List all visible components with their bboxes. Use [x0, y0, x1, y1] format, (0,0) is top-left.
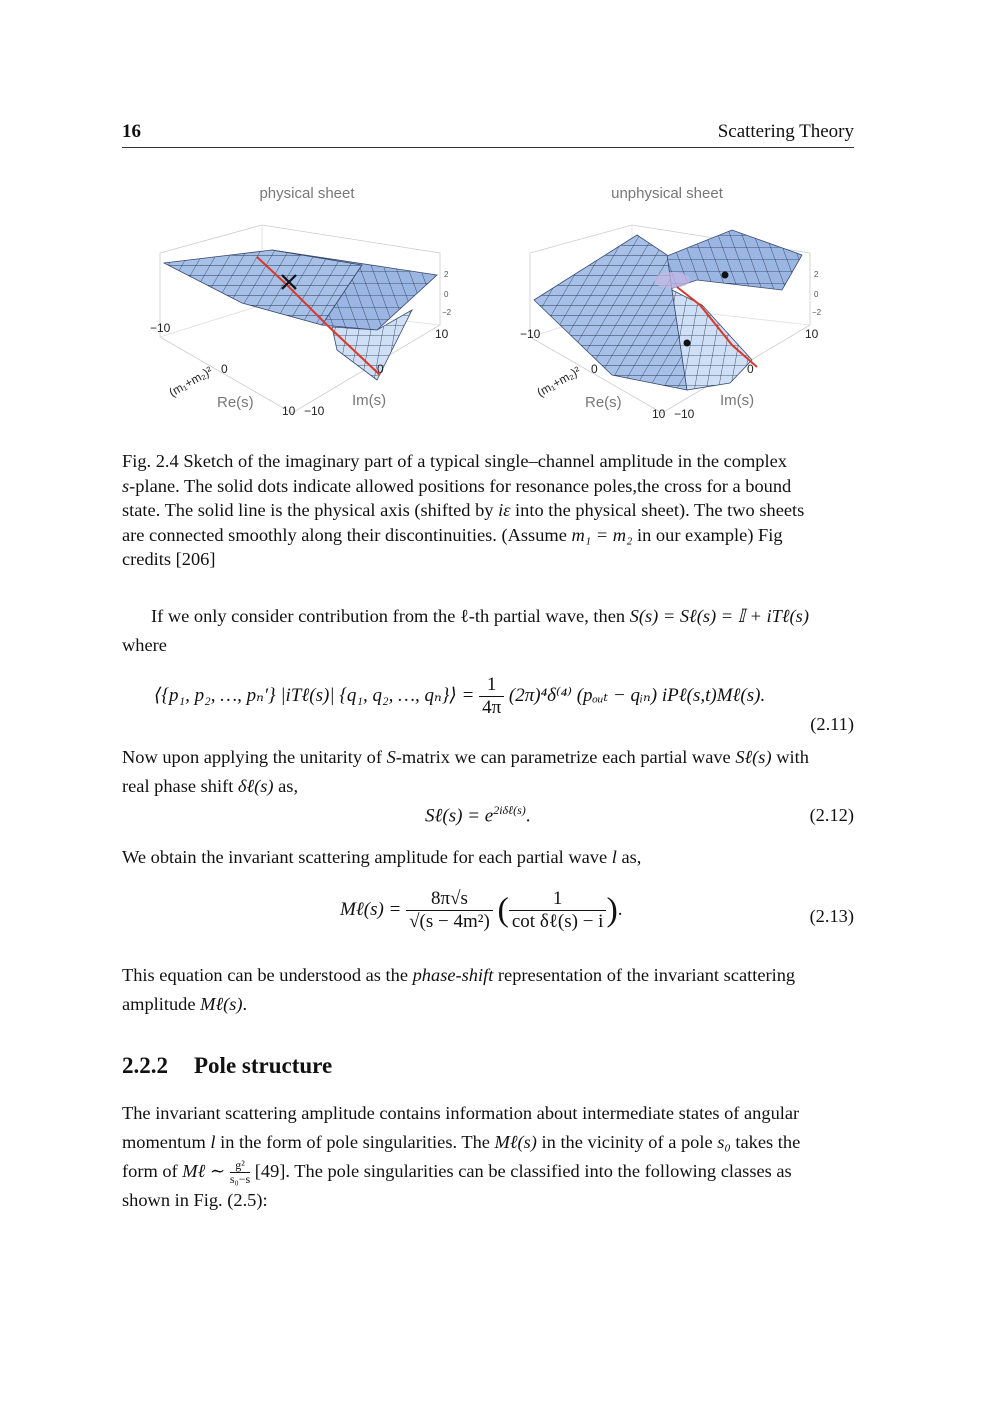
left-x-label: Re(s) — [217, 394, 254, 411]
left-ticks-im-zero: 0 — [377, 362, 384, 376]
section-heading — [122, 1053, 332, 1079]
eq211-lhs: ⟨{p₁, p₂, …, pₙ′} |iTℓ(s)| {q₁, q₂, …, qₙ}⟩ = — [154, 684, 475, 706]
right-threshold-label: (m₁+m₂)² — [534, 363, 583, 400]
figure-2-4 — [122, 175, 862, 425]
eq213-number: (2.13) — [809, 906, 854, 926]
eq213-frac2: $\frac{1}{\text{cot δℓ(s) − i}}$ — [509, 888, 607, 933]
running-header: Scattering Theory — [717, 121, 854, 142]
eq213-frac1: $\frac{8\pi√s}{\text{√(s − 4m²)}}$ — [406, 888, 493, 933]
eq212-number: (2.12) — [809, 805, 854, 825]
left-y-label: Im(s) — [352, 392, 387, 409]
left-ticks-im-pos: 10 — [435, 327, 449, 341]
caption-line-5: credits [206] — [122, 549, 216, 569]
eq212-exp: 2iδℓ(s) — [493, 803, 526, 817]
page-number: 16 — [122, 121, 141, 142]
left-ticks-re-pos: 10 — [282, 404, 296, 418]
left-ticks-z-2: 2 — [444, 270, 449, 279]
equation-2-11 — [122, 674, 854, 734]
left-panel-title: physical sheet — [259, 185, 355, 202]
caption-line-1: Fig. 2.4 Sketch of the imaginary part of a typical single–channel amplitude in the complex — [122, 451, 787, 471]
header-rule — [122, 147, 854, 148]
eq212-lhs: Sℓ(s) = e — [425, 805, 494, 827]
eq211-number: (2.11) — [810, 714, 854, 734]
left-ticks-re-zero: 0 — [221, 362, 228, 376]
figure-surfaces — [122, 175, 862, 425]
paragraph-partial-wave — [122, 602, 854, 660]
equation-2-13: Mℓ(s) = $\frac{8\pi√s}{\text{√(s − 4m²)}}$ ( $\frac{1}{\text{cot δℓ(s) − i}}$ ). (2.13) — [340, 888, 854, 932]
right-ticks-z-0: 0 — [814, 290, 819, 299]
caption-line-4b: in our example) Fig — [632, 524, 783, 545]
left-ticks-im-neg: −10 — [304, 404, 325, 418]
resonance-pole-dot-lower — [684, 340, 691, 347]
eq213-lhs: Mℓ(s) = — [340, 898, 402, 920]
eq211-rhs: (2π)⁴δ⁽⁴⁾ (pₒᵤₜ − qᵢₙ) iPℓ(s,t)Mℓ(s). — [508, 684, 766, 706]
right-ticks-im-pos: 10 — [805, 327, 819, 341]
left-ticks-z-0: 0 — [444, 290, 449, 299]
caption-line-3b: into the physical sheet). The two sheets — [510, 500, 805, 520]
left-threshold-label: (m₁+m₂)² — [166, 363, 215, 400]
section-title: Pole structure — [194, 1053, 333, 1078]
caption-line-2: -plane. The solid dots indicate allowed positions for resonance poles,the cross for a bound — [129, 475, 792, 496]
right-x-label: Re(s) — [585, 394, 622, 411]
left-ticks-re-neg: −10 — [150, 321, 171, 335]
left-ticks-z-neg2: −2 — [442, 308, 452, 317]
caption-var-s: s — [122, 475, 130, 496]
right-ticks-re-neg: −10 — [520, 327, 541, 341]
right-ticks-z-2: 2 — [814, 270, 819, 279]
resonance-pole-dot-upper — [722, 272, 729, 279]
right-panel-title: unphysical sheet — [611, 185, 723, 202]
right-ticks-im-neg: −10 — [674, 407, 695, 421]
pole-fraction: $\frac{\text{g²}}{\text{s₀−s}}$ — [229, 1158, 251, 1187]
right-ticks-re-zero: 0 — [591, 362, 598, 376]
figure-caption — [122, 449, 854, 572]
caption-eq-m1m2: m₁ = m₂ — [571, 524, 633, 545]
paragraph-phase-shift: This equation can be understood as the phase-shift representation of the invariant scattering amplitude Mℓ(s). — [122, 965, 796, 1014]
paragraph-pole-structure: The invariant scattering amplitude contains information about intermediate states of angular momentum l in the form of pole singularities. The Mℓ(s) in the vicinity of a pole s₀ takes the form of Mℓ ∼ $\frac{\text{g²}}{\text{s₀−s}} [49]$. The pole singularities can be classified into the following classes as shown in Fig. (2.5): — [122, 1103, 801, 1211]
caption-line-3a: state. The solid line is the physical axis (shifted by — [122, 500, 499, 520]
section-number: 2.2.2 — [122, 1053, 168, 1078]
right-ticks-im-zero: 0 — [747, 362, 754, 376]
paragraph-invariant-amplitude: We obtain the invariant scattering amplitude for each partial wave l as, — [122, 847, 642, 867]
right-y-label: Im(s) — [720, 392, 755, 409]
eq211-frac: $\frac{1}{4\pi}$ — [479, 674, 504, 719]
paragraph-unitarity: Now upon applying the unitarity of S-matrix we can parametrize each partial wave Sℓ(s) with real phase shift δℓ(s) as, — [122, 747, 809, 796]
para1-where: where — [122, 635, 167, 655]
equation-2-12: Sℓ(s) = $e^{2i\delta\ell(s)}$. (2.12) — [425, 803, 854, 827]
right-ticks-z-neg2: −2 — [812, 308, 822, 317]
left-panel — [150, 185, 452, 418]
right-ticks-re-pos: 10 — [652, 407, 666, 421]
para1-text: If we only consider contribution from the ℓ-th partial wave, then — [151, 606, 630, 626]
para1-eq: S(s) = Sℓ(s) = 𝕀 + iTℓ(s) — [629, 606, 809, 626]
caption-var-ieps: iε — [498, 500, 511, 520]
right-panel — [520, 185, 822, 421]
caption-line-4a: are connected smoothly along their discontinuities. (Assume — [122, 524, 572, 545]
